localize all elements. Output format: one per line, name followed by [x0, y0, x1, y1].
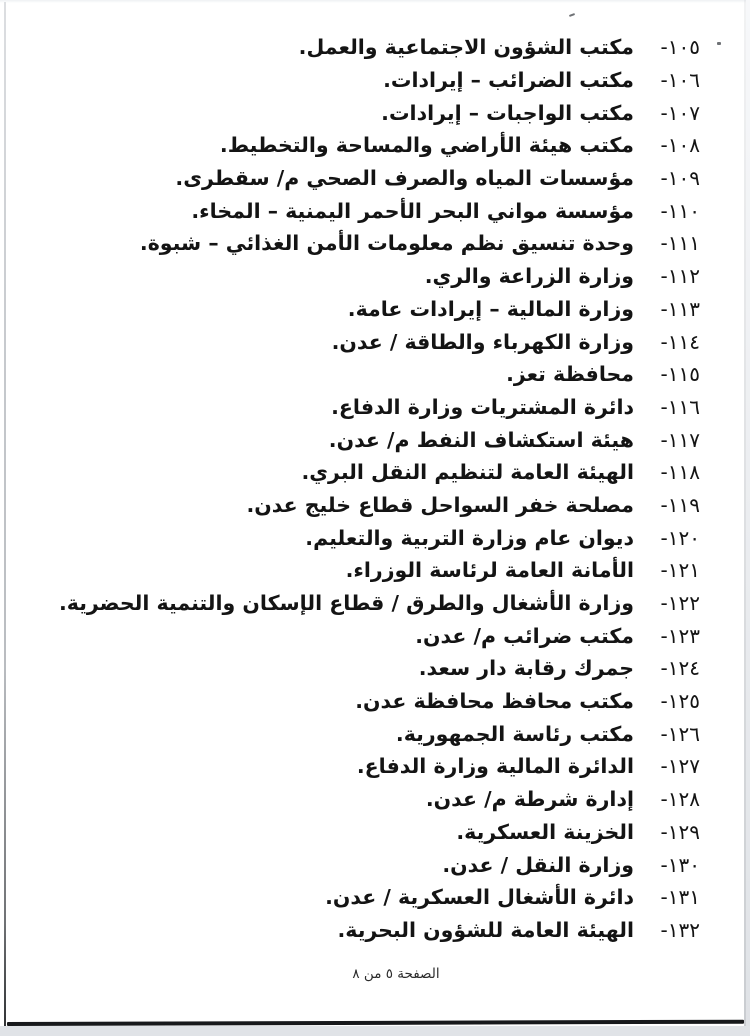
item-number: ١١٢- — [660, 264, 700, 289]
list-item — [0, 783, 700, 816]
item-label: مكتب رئاسة الجمهورية. — [395, 721, 634, 746]
item-number: ١١٠- — [660, 198, 700, 223]
list-item — [0, 129, 700, 162]
item-label: الهيئة العامة لتنظيم النقل البري. — [301, 460, 634, 485]
item-label: مكتب الواجبات – إيرادات. — [381, 100, 634, 125]
item-number: ١٠٥- — [660, 35, 700, 60]
item-label: دائرة المشتريات وزارة الدفاع. — [331, 394, 634, 419]
item-label: مكتب الشؤون الاجتماعية والعمل. — [298, 35, 634, 60]
list-item — [0, 816, 700, 849]
item-label: وزارة المالية – إيرادات عامة. — [347, 296, 634, 321]
page-number: الصفحة ٥ من ٨ — [352, 966, 440, 982]
scan-edge-top — [0, 0, 750, 3]
item-label: دائرة الأشغال العسكرية / عدن. — [325, 885, 634, 910]
item-number: ١٢٦- — [660, 721, 700, 746]
list-item — [0, 162, 700, 195]
item-number: ١٢٠- — [660, 525, 700, 550]
item-number: ١٠٧- — [660, 100, 700, 125]
scan-edge-right-strip — [746, 0, 750, 1036]
item-number: ١٣١- — [660, 885, 700, 910]
item-label: إدارة شرطة م/ عدن. — [425, 787, 634, 812]
item-number: ١٢٩- — [660, 819, 700, 844]
list-item — [0, 64, 700, 97]
item-number: ١٠٦- — [660, 68, 700, 93]
item-label: جمرك رقابة دار سعد. — [418, 656, 634, 681]
list-item — [0, 554, 700, 587]
list-item — [0, 293, 700, 326]
item-number: ١٢٥- — [660, 689, 700, 714]
item-label: مصلحة خفر السواحل قطاع خليج عدن. — [246, 492, 634, 517]
list-item — [0, 358, 700, 391]
item-label: ديوان عام وزارة التربية والتعليم. — [305, 525, 634, 550]
item-label: هيئة استكشاف النفط م/ عدن. — [328, 427, 634, 452]
item-label: مؤسسات المياه والصرف الصحي م/ سقطرى. — [175, 166, 634, 191]
item-label: وحدة تنسيق نظم معلومات الأمن الغذائي – شبوة. — [139, 231, 634, 256]
item-label: محافظة تعز. — [506, 362, 634, 387]
scan-speck — [717, 42, 721, 45]
item-label: الخزينة العسكرية. — [456, 819, 634, 844]
list-item — [0, 881, 700, 914]
list-item — [0, 325, 700, 358]
list-item — [0, 914, 700, 947]
item-number: ١٢٢- — [660, 591, 700, 616]
list-item — [0, 456, 700, 489]
item-number: ١١٩- — [660, 492, 700, 517]
list-item — [0, 652, 700, 685]
item-number: ١١١- — [660, 231, 700, 256]
item-number: ١١٧- — [660, 427, 700, 452]
item-label: وزارة النقل / عدن. — [442, 852, 634, 877]
scan-edge-right-line — [744, 0, 746, 1036]
item-label: مكتب هيئة الأراضي والمساحة والتخطيط. — [219, 133, 634, 158]
list-item — [0, 194, 700, 227]
list-item — [0, 260, 700, 293]
scan-background-outside — [0, 1026, 750, 1036]
item-number: ١٢٨- — [660, 787, 700, 812]
item-label: وزارة الكهرباء والطاقة / عدن. — [331, 329, 634, 354]
list-item — [0, 619, 700, 652]
list-item — [0, 489, 700, 522]
item-number: ١١٨- — [660, 460, 700, 485]
list-item — [0, 717, 700, 750]
item-label: الأمانة العامة لرئاسة الوزراء. — [345, 558, 634, 583]
item-label: مؤسسة مواني البحر الأحمر اليمنية – المخاء. — [191, 198, 634, 223]
item-label: مكتب محافظ محافظة عدن. — [355, 689, 634, 714]
item-number: ١٢٤- — [660, 656, 700, 681]
list-item — [0, 423, 700, 456]
list-item — [0, 31, 700, 64]
item-label: مكتب ضرائب م/ عدن. — [415, 623, 634, 648]
list-item — [0, 96, 700, 129]
list-item — [0, 521, 700, 554]
item-number: ١٣٠- — [660, 852, 700, 877]
scan-speck — [569, 13, 575, 17]
item-label: وزارة الزراعة والري. — [424, 264, 634, 289]
list-item — [0, 391, 700, 424]
list-item — [0, 587, 700, 620]
item-number: ١١٥- — [660, 362, 700, 387]
item-number: ١١٦- — [660, 394, 700, 419]
item-number: ١٠٨- — [660, 133, 700, 158]
item-label: الدائرة المالية وزارة الدفاع. — [356, 754, 634, 779]
item-number: ١٠٩- — [660, 166, 700, 191]
entity-list — [0, 31, 700, 946]
list-item — [0, 848, 700, 881]
item-label: مكتب الضرائب – إيرادات. — [383, 68, 634, 93]
list-item — [0, 227, 700, 260]
item-number: ١١٤- — [660, 329, 700, 354]
item-number: ١٢١- — [660, 558, 700, 583]
item-number: ١٢٣- — [660, 623, 700, 648]
item-number: ١٢٧- — [660, 754, 700, 779]
item-label: وزارة الأشغال والطرق / قطاع الإسكان والتنمية الحضرية. — [59, 591, 634, 616]
item-label: الهيئة العامة للشؤون البحرية. — [337, 917, 634, 942]
list-item — [0, 750, 700, 783]
item-number: ١٣٢- — [660, 917, 700, 942]
list-item — [0, 685, 700, 718]
item-number: ١١٣- — [660, 296, 700, 321]
